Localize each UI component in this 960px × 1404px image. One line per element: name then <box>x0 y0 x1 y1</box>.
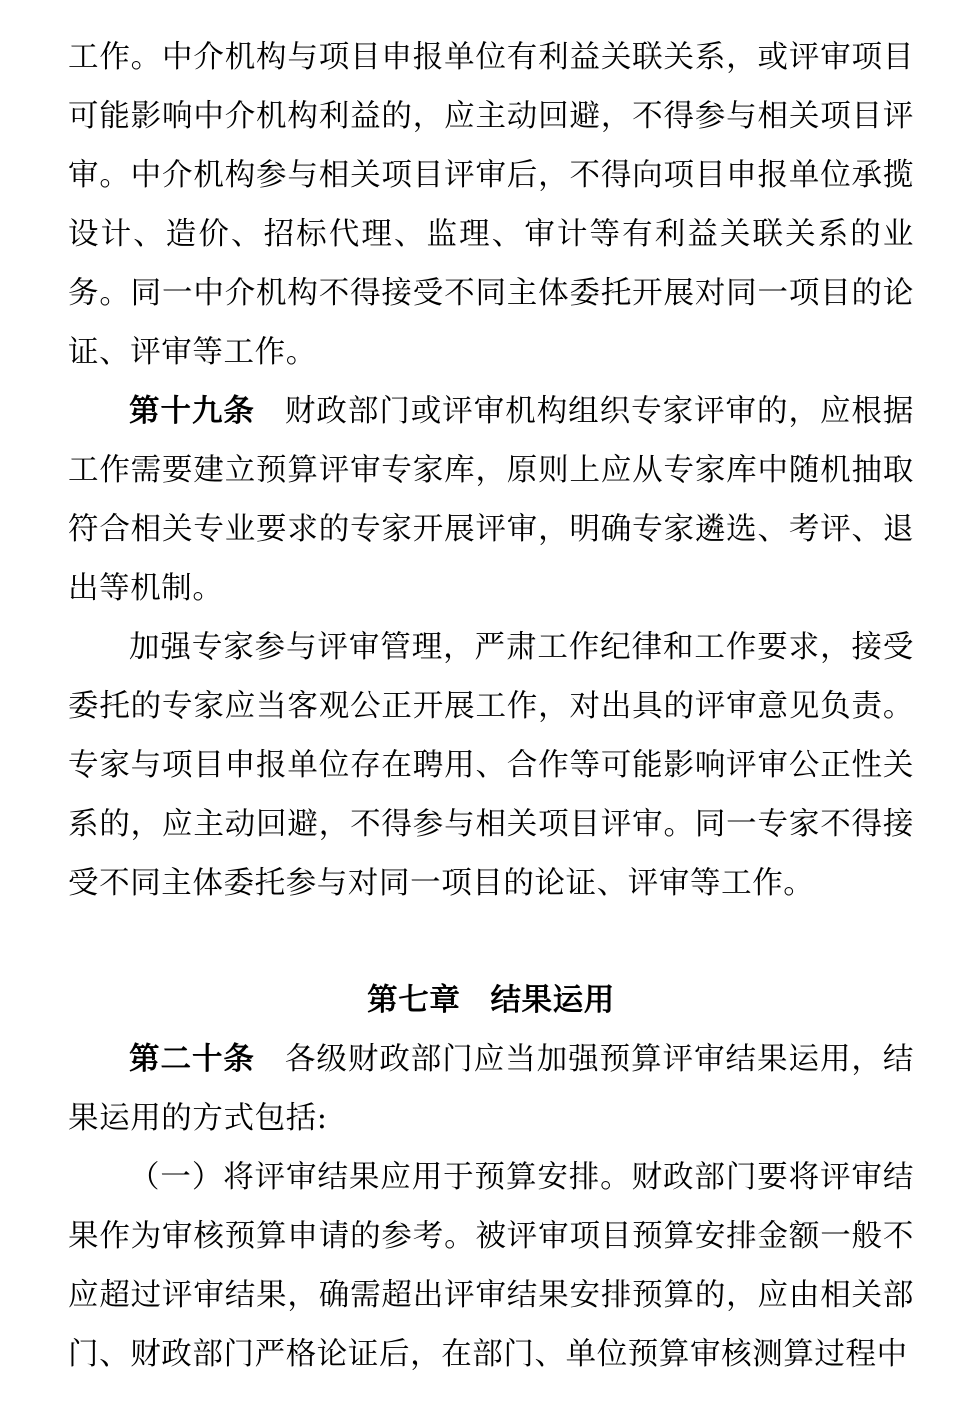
article-19-label: 第十九条 <box>129 393 255 429</box>
chapter-spacer <box>68 913 914 971</box>
paragraph-intermediary-avoidance: 工作。中介机构与项目申报单位有利益关联关系，或评审项目可能影响中介机构利益的，应主动回避，不得参与相关项目评审。中介机构参与相关项目评审后，不得向项目申报单位承揽设计、造价、招标代理、监理、审计等有利益关联关系的业务。同一中介机构不得接受不同主体委托开展对同一项目的论证、评审等工作。 <box>68 40 914 370</box>
article-20-text: 各级财政部门应当加强预算评审结果运用，结果运用的方式包括: <box>68 1042 915 1136</box>
chapter-heading <box>68 971 914 1030</box>
paragraph-expert-management: 加强专家参与评审管理，严肃工作纪律和工作要求，接受委托的专家应当客观公正开展工作，对出具的评审意见负责。专家与项目申报单位存在聘用、合作等可能影响评审公正性关系的，应主动回避，不得参与相关项目评审。同一专家不得接受不同主体委托参与对同一项目的论证、评审等工作。 <box>68 630 914 901</box>
article-20-label: 第二十条 <box>129 1041 255 1077</box>
paragraph-result-use-1: （一）将评审结果应用于预算安排。财政部门要将评审结果作为审核预算申请的参考。被评审项目预算安排金额一般不应超过评审结果，确需超出评审结果安排预算的，应由相关部门、财政部门严格论证后，在部门、单位预算审核测算过程中 <box>68 1160 914 1372</box>
chapter-number: 第七章 <box>367 982 461 1018</box>
article-19-text: 财政部门或评审机构组织专家评审的，应根据工作需要建立预算评审专家库，原则上应从专家库中随机抽取符合相关专业要求的专家开展评审，明确专家遴选、考评、退出等机制。 <box>68 394 915 606</box>
article-19 <box>68 382 914 618</box>
document-page <box>68 28 914 1384</box>
chapter-title: 结果运用 <box>490 982 615 1018</box>
article-20 <box>68 1030 914 1148</box>
